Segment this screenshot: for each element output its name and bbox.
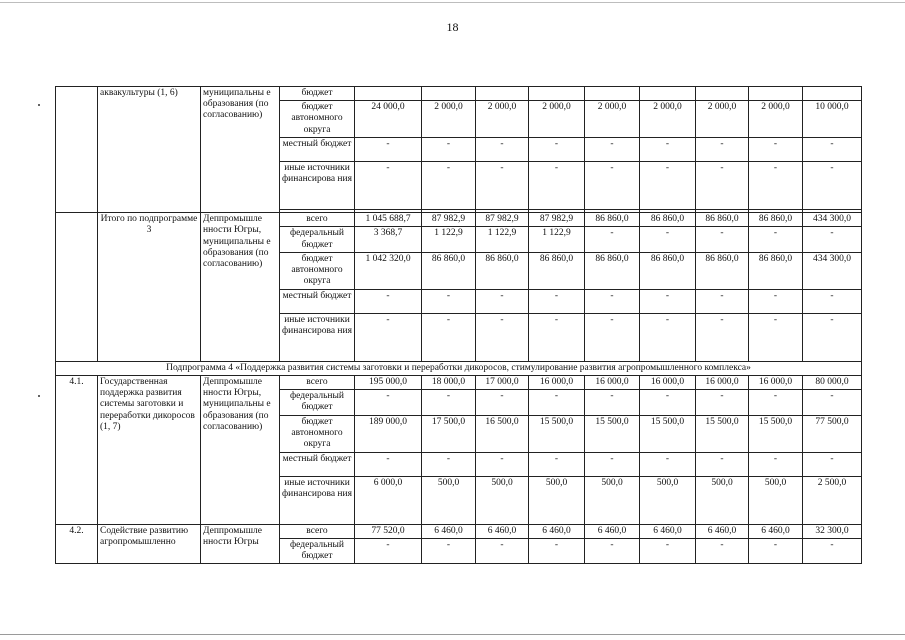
- value-cell: -: [422, 452, 476, 476]
- value-cell: -: [529, 289, 585, 313]
- value-cell: 1 122,9: [529, 227, 585, 252]
- value-cell: -: [640, 538, 696, 563]
- value-cell: -: [529, 313, 585, 361]
- value-cell: 77 500,0: [803, 415, 862, 452]
- source-label: бюджет: [280, 87, 355, 101]
- source-label: федеральный бюджет: [280, 227, 355, 252]
- value-cell: -: [640, 138, 696, 162]
- executor-cell: муниципальны е образования (по согласованию): [201, 87, 280, 213]
- value-cell: -: [585, 289, 640, 313]
- value-cell: -: [749, 390, 803, 415]
- source-label: местный бюджет: [280, 138, 355, 162]
- value-cell: 17 000,0: [476, 376, 529, 390]
- value-cell: 3 368,7: [355, 227, 422, 252]
- funding-table: [55, 86, 862, 564]
- value-cell: -: [749, 289, 803, 313]
- source-label: федеральный бюджет: [280, 538, 355, 563]
- value-cell: -: [355, 289, 422, 313]
- table-row: [56, 376, 862, 390]
- value-cell: -: [749, 138, 803, 162]
- value-cell: -: [355, 313, 422, 361]
- value-cell: 500,0: [476, 476, 529, 524]
- value-cell: 500,0: [696, 476, 749, 524]
- value-cell: -: [749, 452, 803, 476]
- value-cell: 16 000,0: [529, 376, 585, 390]
- value-cell: -: [529, 538, 585, 563]
- margin-mark: [38, 395, 40, 397]
- value-cell: -: [585, 227, 640, 252]
- value-cell: 16 000,0: [585, 376, 640, 390]
- value-cell: -: [696, 227, 749, 252]
- value-cell: 87 982,9: [529, 213, 585, 227]
- value-cell: 2 000,0: [529, 101, 585, 138]
- table-row: [56, 213, 862, 227]
- value-cell: -: [476, 289, 529, 313]
- index-cell: [56, 87, 98, 213]
- value-cell: -: [585, 313, 640, 361]
- source-label: иные источники финансирова ния: [280, 476, 355, 524]
- value-cell: 2 000,0: [585, 101, 640, 138]
- value-cell: -: [476, 538, 529, 563]
- value-cell: -: [640, 162, 696, 210]
- value-cell: -: [640, 452, 696, 476]
- value-cell: -: [803, 452, 862, 476]
- value-cell: -: [355, 390, 422, 415]
- value-cell: 86 860,0: [640, 252, 696, 289]
- executor-cell: Деппромышле нности Югры, муниципальны е образования (по согласованию): [201, 376, 280, 525]
- value-cell: -: [355, 162, 422, 210]
- value-cell: 6 460,0: [529, 524, 585, 538]
- index-cell: 4.1.: [56, 376, 98, 525]
- source-label: иные источники финансирова ния: [280, 313, 355, 361]
- value-cell: 87 982,9: [476, 213, 529, 227]
- value-cell: 77 520,0: [355, 524, 422, 538]
- value-cell: 6 460,0: [749, 524, 803, 538]
- value-cell: 2 000,0: [696, 101, 749, 138]
- value-cell: -: [803, 390, 862, 415]
- source-label: всего: [280, 376, 355, 390]
- value-cell: 15 500,0: [640, 415, 696, 452]
- value-cell: -: [640, 289, 696, 313]
- value-cell: -: [422, 313, 476, 361]
- value-cell: -: [529, 162, 585, 210]
- value-cell: -: [640, 390, 696, 415]
- table-row: [56, 87, 862, 101]
- value-cell: -: [696, 138, 749, 162]
- index-cell: 4.2.: [56, 524, 98, 564]
- value-cell: -: [696, 538, 749, 563]
- value-cell: -: [803, 289, 862, 313]
- value-cell: -: [355, 138, 422, 162]
- value-cell: -: [803, 138, 862, 162]
- value-cell: 6 460,0: [696, 524, 749, 538]
- value-cell: 17 500,0: [422, 415, 476, 452]
- value-cell: 6 460,0: [476, 524, 529, 538]
- value-cell: 500,0: [749, 476, 803, 524]
- value-cell: -: [422, 390, 476, 415]
- value-cell: -: [803, 162, 862, 210]
- value-cell: 86 860,0: [585, 252, 640, 289]
- value-cell: -: [529, 390, 585, 415]
- value-cell: -: [476, 138, 529, 162]
- value-cell: 86 860,0: [749, 213, 803, 227]
- value-cell: 86 860,0: [476, 252, 529, 289]
- value-cell: 32 300,0: [803, 524, 862, 538]
- value-cell: 6 460,0: [422, 524, 476, 538]
- value-cell: 1 042 320,0: [355, 252, 422, 289]
- source-label: бюджет автономного округа: [280, 415, 355, 452]
- value-cell: -: [696, 390, 749, 415]
- value-cell: 434 300,0: [803, 252, 862, 289]
- value-cell: -: [696, 452, 749, 476]
- value-cell: 500,0: [422, 476, 476, 524]
- event-name-cell: Содействие развитию агропромышленно: [98, 524, 201, 564]
- value-cell: -: [585, 162, 640, 210]
- executor-cell: Деппромышле нности Югры: [201, 524, 280, 564]
- value-cell: -: [585, 390, 640, 415]
- table-row: [56, 524, 862, 538]
- value-cell: 2 000,0: [749, 101, 803, 138]
- scan-top-edge: [0, 2, 905, 3]
- value-cell: -: [585, 538, 640, 563]
- value-cell: -: [749, 538, 803, 563]
- value-cell: -: [696, 313, 749, 361]
- value-cell: -: [476, 162, 529, 210]
- value-cell: -: [803, 538, 862, 563]
- value-cell: -: [696, 289, 749, 313]
- source-label: местный бюджет: [280, 289, 355, 313]
- value-cell: 15 500,0: [749, 415, 803, 452]
- value-cell: -: [422, 538, 476, 563]
- value-cell: -: [696, 162, 749, 210]
- value-cell: 1 045 688,7: [355, 213, 422, 227]
- executor-cell: Деппромышле нности Югры, муниципальны е образования (по согласованию): [201, 213, 280, 362]
- value-cell: -: [422, 162, 476, 210]
- value-cell: -: [529, 138, 585, 162]
- value-cell: 16 000,0: [640, 376, 696, 390]
- value-cell: 500,0: [640, 476, 696, 524]
- value-cell: 1 122,9: [476, 227, 529, 252]
- value-cell: 6 460,0: [585, 524, 640, 538]
- value-cell: 16 000,0: [696, 376, 749, 390]
- value-cell: -: [640, 313, 696, 361]
- value-cell: -: [749, 313, 803, 361]
- source-label: всего: [280, 524, 355, 538]
- value-cell: -: [749, 162, 803, 210]
- table-row: [56, 361, 862, 375]
- value-cell: -: [422, 289, 476, 313]
- source-label: бюджет автономного округа: [280, 101, 355, 138]
- value-cell: 86 860,0: [529, 252, 585, 289]
- value-cell: 16 000,0: [749, 376, 803, 390]
- value-cell: 15 500,0: [696, 415, 749, 452]
- value-cell: 6 460,0: [640, 524, 696, 538]
- value-cell: 15 500,0: [529, 415, 585, 452]
- value-cell: 189 000,0: [355, 415, 422, 452]
- value-cell: -: [476, 313, 529, 361]
- value-cell: 6 000,0: [355, 476, 422, 524]
- value-cell: 500,0: [529, 476, 585, 524]
- value-cell: -: [355, 452, 422, 476]
- value-cell: 2 000,0: [422, 101, 476, 138]
- value-cell: 2 000,0: [640, 101, 696, 138]
- value-cell: -: [355, 538, 422, 563]
- event-name-cell: Итого по подпрограмме 3: [98, 213, 201, 362]
- value-cell: 434 300,0: [803, 213, 862, 227]
- value-cell: 1 122,9: [422, 227, 476, 252]
- page-number: 18: [446, 20, 459, 34]
- value-cell: 2 500,0: [803, 476, 862, 524]
- value-cell: 500,0: [585, 476, 640, 524]
- value-cell: 15 500,0: [585, 415, 640, 452]
- value-cell: 86 860,0: [696, 213, 749, 227]
- value-cell: -: [476, 390, 529, 415]
- value-cell: -: [529, 452, 585, 476]
- event-name-cell: аквакультуры (1, 6): [98, 87, 201, 213]
- source-label: иные источники финансирова ния: [280, 162, 355, 210]
- value-cell: -: [476, 452, 529, 476]
- source-label: федеральный бюджет: [280, 390, 355, 415]
- subprogram-heading: Подпрограмма 4 «Поддержка развития системы заготовки и переработки дикоросов, стимулирование развития агропромышленного комплекса»: [56, 361, 862, 375]
- value-cell: 195 000,0: [355, 376, 422, 390]
- index-cell: [56, 213, 98, 362]
- value-cell: -: [803, 227, 862, 252]
- value-cell: 86 860,0: [749, 252, 803, 289]
- source-label: местный бюджет: [280, 452, 355, 476]
- value-cell: 86 860,0: [640, 213, 696, 227]
- value-cell: -: [640, 227, 696, 252]
- margin-mark: [38, 104, 40, 106]
- value-cell: -: [585, 452, 640, 476]
- value-cell: 18 000,0: [422, 376, 476, 390]
- source-label: бюджет автономного округа: [280, 252, 355, 289]
- value-cell: 86 860,0: [696, 252, 749, 289]
- value-cell: -: [422, 138, 476, 162]
- value-cell: 86 860,0: [422, 252, 476, 289]
- value-cell: 10 000,0: [803, 101, 862, 138]
- value-cell: 80 000,0: [803, 376, 862, 390]
- value-cell: -: [749, 227, 803, 252]
- source-label: всего: [280, 213, 355, 227]
- value-cell: 86 860,0: [585, 213, 640, 227]
- scan-bottom-edge: [0, 634, 905, 635]
- event-name-cell: Государственная поддержка развития системы заготовки и переработки дикоросов (1, 7): [98, 376, 201, 525]
- value-cell: -: [803, 313, 862, 361]
- value-cell: 87 982,9: [422, 213, 476, 227]
- value-cell: 24 000,0: [355, 101, 422, 138]
- value-cell: -: [585, 138, 640, 162]
- value-cell: 2 000,0: [476, 101, 529, 138]
- value-cell: 16 500,0: [476, 415, 529, 452]
